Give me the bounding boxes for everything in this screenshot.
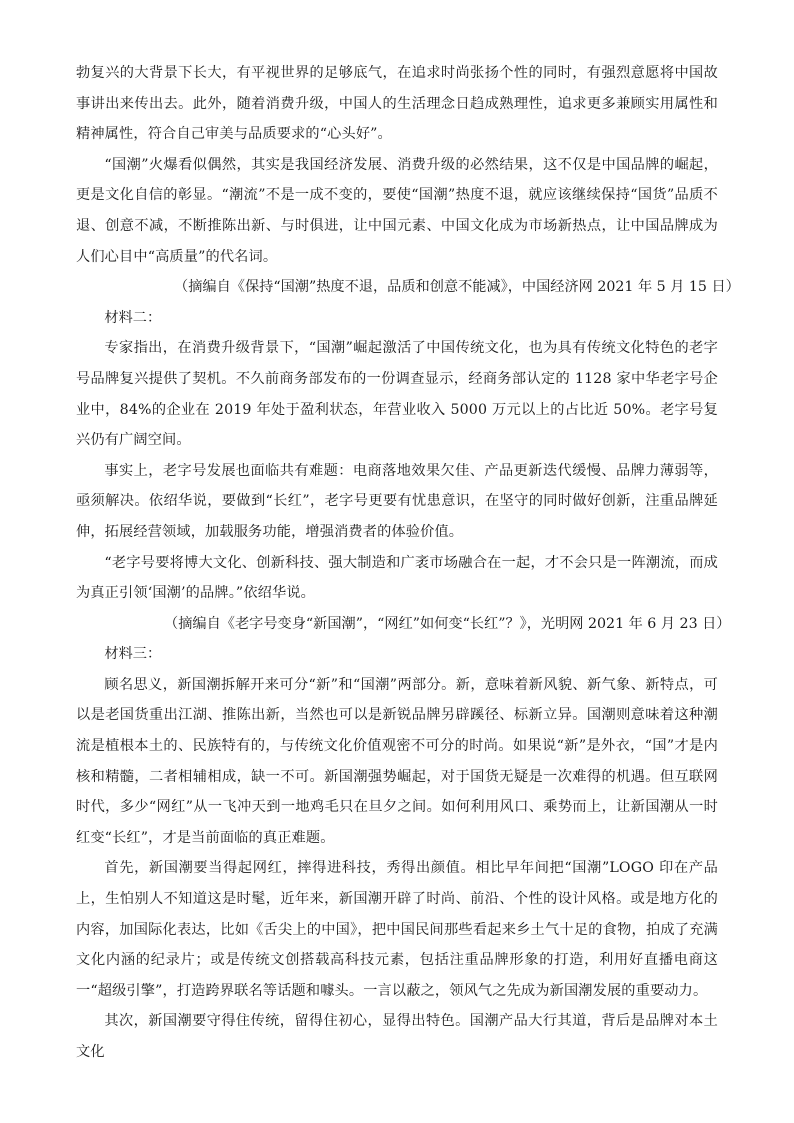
material2-heading: 材料二： xyxy=(104,309,162,326)
material2-paragraph-3: “老字号要将博大文化、创新科技、强大制造和广袤市场融合在一起，才不会只是一阵潮流，而成为真正引领‘国潮’的品牌。”依绍华说。 xyxy=(76,554,718,602)
material2-paragraph-1: 专家指出，在消费升级背景下，“国潮”崛起激活了中国传统文化，也为具有传统文化特色的老字号品牌复兴提供了契机。不久前商务部发布的一份调查显示，经商务部认定的 1128 家中华老字号企业中，84%的企业在 2019 年处于盈利状态，年营业收入 5000 万元以上的占比近 50%。老字号复兴仍有广阔空间。 xyxy=(76,340,718,449)
document-page xyxy=(76,58,740,1068)
material3-paragraph-3: 其次，新国潮要守得住传统，留得住初心，显得出特色。国潮产品大行其道，背后是品牌对本土文化 xyxy=(76,1013,718,1060)
material2-source-citation: （摘编自《老字号变身“新国潮”，“网红”如何变“长红”？》，光明网 2021 年 6 月 23 日） xyxy=(164,615,731,632)
material2-paragraph-2: 事实上，老字号发展也面临共有难题：电商落地效果欠佳、产品更新迭代缓慢、品牌力薄弱等，亟须解决。依绍华说，要做到“长红”，老字号更要有忧患意识，在坚守的同时做好创新，注重品牌延伸，拓展经营领域，加载服务功能，增强消费者的体验价值。 xyxy=(76,462,718,540)
material3-heading: 材料三： xyxy=(104,646,162,663)
material1-paragraph-2: “国潮”火爆看似偶然，其实是我国经济发展、消费升级的必然结果，这不仅是中国品牌的崛起，更是文化自信的彰显。“潮流”不是一成不变的，要使“国潮”热度不退，就应该继续保持“国货”品质不退、创意不减，不断推陈出新、与时俱进，让中国元素、中国文化成为市场新热点，让中国品牌成为人们心目中“高质量”的代名词。 xyxy=(76,156,718,265)
material1-continued-paragraph: 勃复兴的大背景下长大，有平视世界的足够底气，在追求时尚张扬个性的同时，有强烈意愿将中国故事讲出来传出去。此外，随着消费升级，中国人的生活理念日趋成熟理性，追求更多兼顾实用属性和精神属性，符合自己审美与品质要求的“心头好”。 xyxy=(76,65,718,143)
material1-source-citation: （摘编自《保持“国潮”热度不退，品质和创意不能减》，中国经济网 2021 年 5 月 15 日） xyxy=(174,279,740,296)
material3-paragraph-1: 顾名思义，新国潮拆解开来可分“新”和“国潮”两部分。新，意味着新风貌、新气象、新特点，可以是老国货重出江湖、推陈出新，当然也可以是新锐品牌另辟蹊径、标新立异。国潮则意味着这种潮流是植根本土的、民族特有的，与传统文化价值观密不可分的时尚。如果说“新”是外衣，“国”才是内核和精髓，二者相辅相成，缺一不可。新国潮强势崛起，对于国货无疑是一次难得的机遇。但互联网时代，多少“网红”从一飞冲天到一地鸡毛只在旦夕之间。如何利用风口、乘势而上，让新国潮从一时红变“长红”，才是当前面临的真正难题。 xyxy=(76,676,718,846)
material3-paragraph-2: 首先，新国潮要当得起网红，摔得进科技，秀得出颜值。相比早年间把“国潮”LOGO 印在产品上，生怕别人不知道这是时髦，近年来，新国潮开辟了时尚、前沿、个性的设计风格。或是地方化的内容，加国际化表达，比如《舌尖上的中国》，把中国民间那些看起来乡土气十足的食物，拍成了充满文化内涵的纪录片；或是传统文创搭载高科技元素，包括注重品牌形象的打造，利用好直播电商这一“超级引擎”，打造跨界联名等话题和噱头。一言以蔽之，领风气之先成为新国潮发展的重要动力。 xyxy=(76,860,718,999)
